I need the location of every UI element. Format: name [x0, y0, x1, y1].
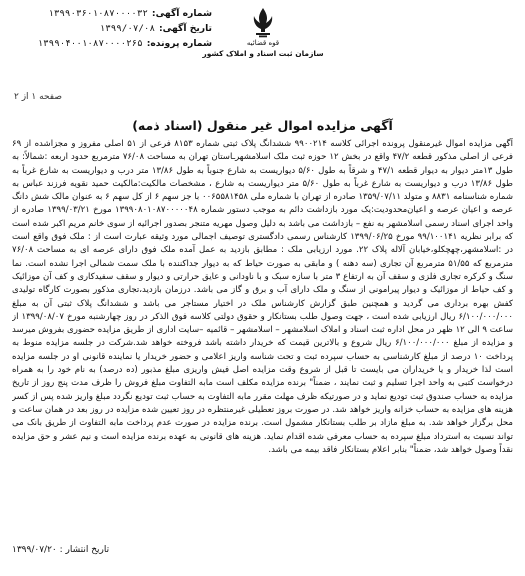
case-number: ۱۳۹۹۰۴۰۰۱۰۸۷۰۰۰۰۲۶۵ — [37, 38, 143, 49]
case-number-label: شماره پرونده: — [146, 38, 212, 49]
publish-date-row — [12, 545, 507, 555]
ad-date-label: تاریخ آگهی: — [159, 23, 212, 34]
ad-date-row — [12, 21, 212, 36]
emblem-caption: قوه قضائیه — [246, 39, 280, 47]
ad-number-row — [12, 6, 212, 21]
judiciary-emblem — [202, 6, 324, 64]
ad-number: ۱۳۹۹۰۳۶۰۱۰۸۷۰۰۰۰۳۲ — [48, 8, 148, 19]
publish-date-label: تاریخ انتشار : — [59, 545, 110, 555]
page-number: صفحه ۱ از ۲ — [14, 92, 62, 102]
notice-body: آگهی مزایده اموال غیرمنقول پرونده اجرائی کلاسه ۹۹۰۰۲۱۴ ششدانگ پلاک ثبتی شماره ۸۱۵۳ فرعی از ۵۱ اصلی مفروز و مجزاشده از ۶۹ فرعی از اصلی مذکور قطعه ۴۷/۲ واقع در بخش ۱۲ حوزه ثبت ملک اسلامشهرـاستان تهران به مساحت ۷۶/۰۸ مترمربع حدود اربعه :شمالاً: به طول ۱۳متر دیوار به دیوار قطعه ۴۷/۱ و شرقاً به طول ۵/۶۰ دیواریست به شارع جنوباً به طول ۱۳/۸۶ متر درب و دیواریست به شارع غرباً به طول ۱۳/۸۶ درب و دیواریست به شارع غرباً به طول ۵/۶۰ متر دیواریست به شارع ، مشخصات مالکیت:مالکیت حمید نقویه فرزند عباس به شماره شناسنامه ۸۸۳۱ و متولد ۱۳۵۹/۰۷/۱۱ صادره از تهران با شماره ملی ۰۰۶۵۵۸۱۴۵۸ با جز سهم ۶ از کل سهم ۶ به عنوان مالک شش دانگ عرصه و اعیان عرصه و اعیان‌محدودیت:یک مورد بازداشت دائم به موجب دستور شماره ۱۳۹۹۰۸۰۱۰۸۷۰۰۰۰۰۴۸ مورخ ۱۳۹۹/۰۳/۲۱ صادره از واحد اجرای اسناد رسمی اسلامشهر به نفع – بازداشت می باشد به دلیل وصول مهریه متنجر بصدور اجرائیه از سوی خانم مریم اکبر شده است که برابر نظریه ۹۹/۱۰۰۱۴۱ مورخ ۱۳۹۹/۰۶/۲۵ کارشناس رسمی دادگستری توصیف اجمالی مورد وثیقه عبارت است از : ملک فوق واقع است در :اسلامشهر،چهچکلو،خیابان آلاله پلاک ۲۲. مورد ارزیابی ملک : مطابق بازدید به عمل آمده ملک فوق دارای عرصه ای به مساحت ۷۶/۰۸ مترمربع که ۵۱/۵۵ مترمربع آن تجاری (سه دهنه ) و مابقی به صورت حیاط که به دیوار جداکننده با ملک سمت شمالی اجرا نشده است. نما سنگ و کرکره تجاری فلزی و سقف آن به ارتفاع ۳ متر با سازه سبک و با ناودانی و عایق حرارتی و دیوار و سقف سفیدکاری و کف آن موزائیک و کف حیاط از موزائیک و دیوار پیرامونی از سنگ و ملک دارای آب و برق و گاز می باشد. درزمان بازدید،تجاری مذکور بصورت کارگاه تولیدی کفش بهره برداری می گردید و همچنین طبق گزارش کارشناس ملک در اختیار مستاجر می باشد و ششدانگ پلاک ثبتی آن به مبلغ ۶/۱۰۰/۰۰۰/۰۰۰ ریال ارزیابی شده است ، جهت وصول طلب بستانکار و حقوق دولتی کلاسه فوق الذکر در روز چهارشنبه مورخ ۱۳۹۹/۰۸/۰۷ از ساعت ۹ الی ۱۲ ظهر در محل اداره ثبت اسناد و املاک اسلامشهر – اسلامشهر – قائمیه –سایت اداری از طریق مزایده حضوری بفروش میرسد و مزایده از مبلغ ۶/۱۰۰/۰۰۰/۰۰۰ ریال شروع و بالاترین قیمت که خریدار داشته باشد فروخته خواهد شد.شرکت در جلسه مزایده منوط به پرداخت ۱۰ درصد از مبلغ کارشناسی به حساب سپرده ثبت و تحت شناسه واریز اعلامی و حضور خریدار یا نماینده قانونی او در جلسه مزایده است لذا خریدار و یا خریداران می بایست تا قبل از شروع وقت مزایده اصل فیش واریزی مبلغ مذبور (ده درصد) به نام خود را به همراه درخواست کتبی به واحد اجرا تسلیم و ثبت نمایند ، ضمناً" برنده مزایده مکلف است مابه التفاوت مبلغ فروش را ظرف مدت پنج روز از تاریخ مزایده به حساب صندوق ثبت تودیع نماید و در صورتیکه ظرف مهلت مقرر مابه التفاوت به حساب ثبت تودیع نگردد مبلغ واریز شده پس از کسر هزینه های مزایده به حساب خزانه واریز خواهد شد. در صورت بروز تعطیلی غیرمنتظره در روز تعیین شده مزایده در روز بعد در همان ساعت و محل برگزار خواهد شد. به مبلغ مازاد بر طلب بستانکار مشمول است. برنده مزایده در صورت عدم پرداخت مابه التفاوت از طریق بانک می تواند نسبت به استرداد مبلغ سپرده به حساب معرفی شده اقدام نماید. هزینه های قانونی به عهده برنده مزایده است و نیم عشر و حق مزایده نقداً وصول خواهد شد، ضمناً" بنابر اعلام بستانکار فاقد بیمه می باشد. — [12, 139, 513, 455]
case-number-row — [12, 36, 212, 51]
ad-number-label: شماره آگهی: — [151, 8, 212, 19]
ad-date: ۱۳۹۹/۰۷/۰۸ — [99, 23, 155, 34]
judiciary-logo-icon — [248, 6, 278, 38]
ad-metadata — [12, 6, 212, 51]
publish-date: ۱۳۹۹/۰۷/۲۰ — [12, 545, 57, 555]
page-title: آگهی مزایده اموال غیر منقول (اسناد ذمه) — [132, 118, 393, 133]
organization-name: سازمان ثبت اسناد و املاک کشور — [202, 49, 324, 58]
